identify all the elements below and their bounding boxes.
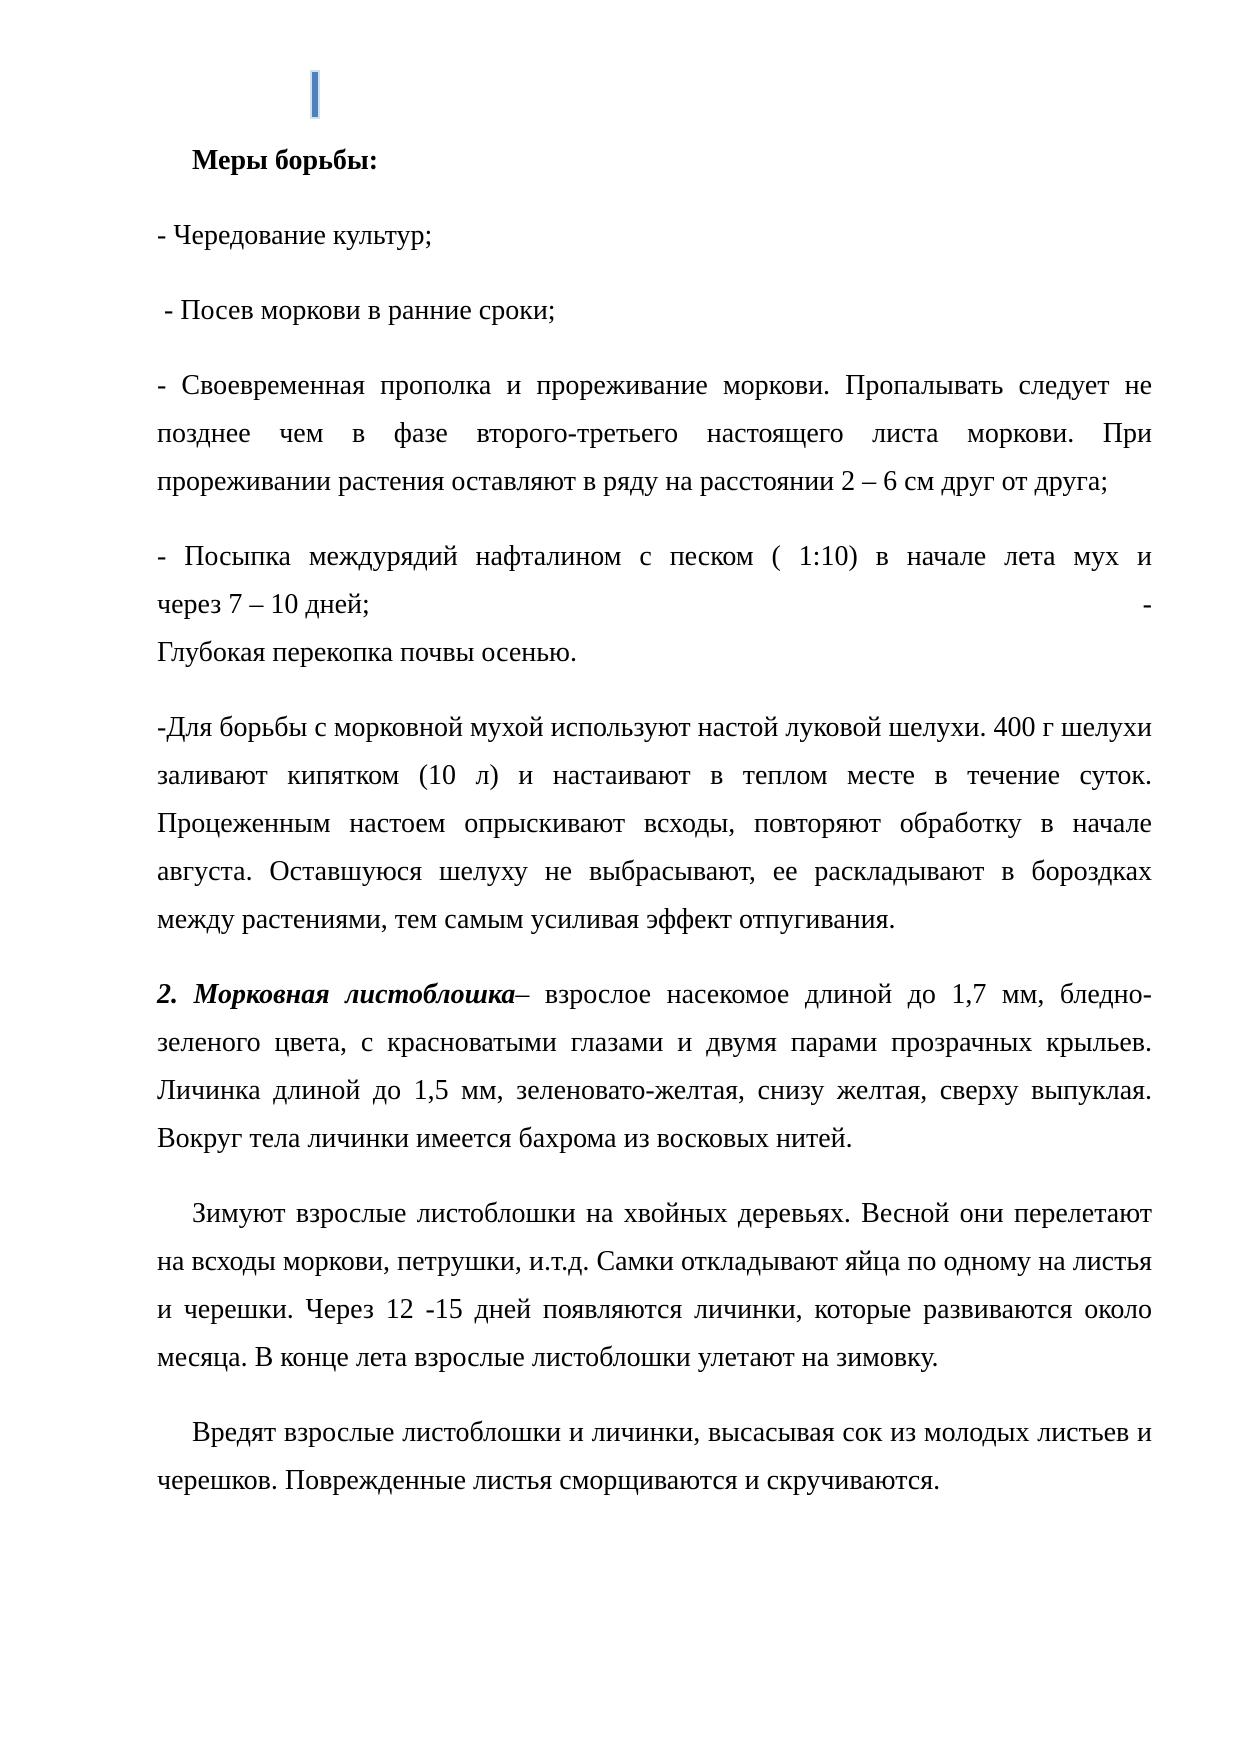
para-onion-husk-infusion[interactable] (157, 704, 1152, 944)
item-crop-rotation[interactable] (157, 212, 1152, 260)
item-naphthalene-sand-line-right: - (1142, 589, 1152, 620)
item-naphthalene-sand-line: - Посыпка междурядий нафталином с песком ( 1:10) в начале лета мух и (157, 541, 1152, 572)
para-carrot-psyllid[interactable] (157, 971, 1152, 1163)
item-early-sowing-run: - Посев моркови в ранние сроки; (157, 295, 556, 326)
para-damage-run: Вредят взрослые листоблошки и личинки, высасывая сок из молодых листьев и черешков. Поврежденные листья сморщиваются и скручиваются. (157, 1417, 1152, 1496)
item-timely-weeding[interactable] (157, 362, 1152, 506)
heading-control-measures[interactable] (157, 137, 1152, 185)
heading-control-measures-run: Меры борьбы: (192, 145, 379, 176)
para-overwintering-run: Зимуют взрослые листоблошки на хвойных деревьях. Весной они перелетают на всходы моркови, петрушки, и.т.д. Самки откладывают яйца по одному на листья и черешки. Через 12 -15 дней появляются личинки, которые развиваются около месяца. В конце лета взрослые листоблошки улетают на зимовку. (157, 1198, 1152, 1373)
para-carrot-psyllid-run: 2. Морковная листоблошка (157, 979, 516, 1010)
item-naphthalene-sand-line-left: через 7 – 10 дней; (157, 589, 370, 620)
document-content[interactable] (157, 137, 1152, 1532)
para-damage[interactable] (157, 1409, 1152, 1505)
item-early-sowing[interactable] (157, 287, 1152, 335)
para-carrot-psyllid-run: – взрослое насекомое длиной до 1,7 мм, бледно-зеленого цвета, с красноватыми глазами и двумя парами прозрачных крыльев. Личинка длиной до 1,5 мм, зеленовато-желтая, снизу желтая, сверху выпуклая. Вокруг тела личинки имеется бахрома из восковых нитей. (157, 979, 1152, 1154)
item-crop-rotation-run: - Чередование культур; (157, 220, 433, 251)
item-naphthalene-sand-line: Глубокая перекопка почвы осенью. (157, 637, 577, 668)
item-naphthalene-sand-line (157, 581, 1152, 629)
item-timely-weeding-run: - Своевременная прополка и прореживание моркови. Пропалывать следует не позднее чем в фазе второго-третьего настоящего листа моркови. При прореживании растения оставляют в ряду на расстоянии 2 – 6 см друг от друга; (157, 370, 1152, 497)
para-onion-husk-infusion-run: -Для борьбы с морковной мухой используют настой луковой шелухи. 400 г шелухи заливают кипятком (10 л) и настаивают в теплом месте в течение суток. Процеженным настоем опрыскивают всходы, повторяют обработку в начале августа. Оставшуюся шелуху не выбрасывают, ее раскладывают в бороздках между растениями, тем самым усиливая эффект отпугивания. (157, 712, 1152, 935)
item-naphthalene-sand[interactable] (157, 533, 1152, 677)
text-caret (312, 72, 318, 117)
para-overwintering[interactable] (157, 1190, 1152, 1382)
